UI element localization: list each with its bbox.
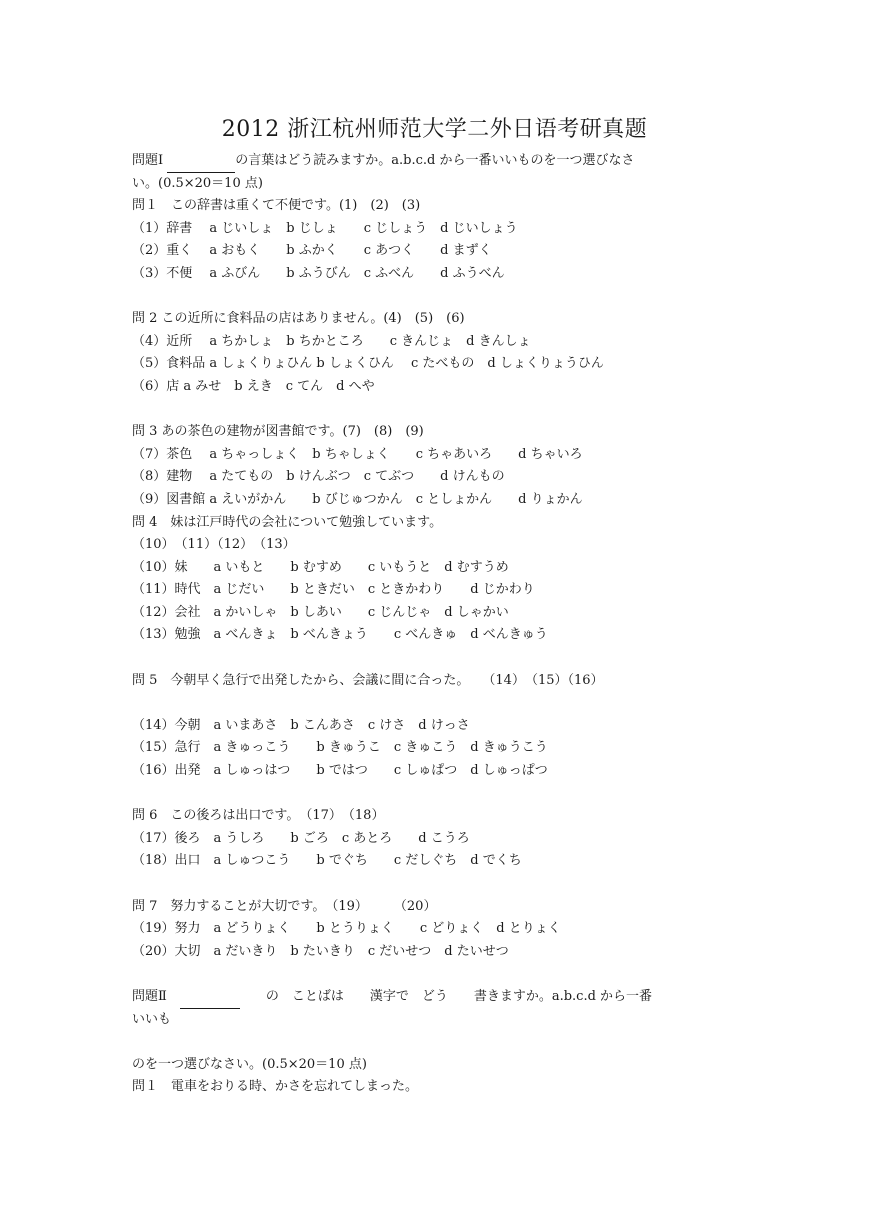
question-line: 問 5 今朝早く急行で出発したから、会議に間に合った。 （14） （15）（16） [132,672,604,688]
option-line: （18）出口 a しゅつこう b でぐち c だしぐち d でくち [132,853,522,869]
blank-line [132,692,652,715]
text-line: い。(0.5×20＝10 点) [132,175,263,191]
question-2-instruction: 問題Ⅱ の ことばは 漢字で どう 書きますか。a.b.c.d から一番 [132,986,652,1009]
blank-underline [180,992,240,1009]
blank-line [132,783,652,806]
question-line: 問 3 あの茶色の建物が図書館です。(7) (8) (9) [132,424,424,440]
option-line: （10）妹 a いもと b むすめ c いもうと d むすうめ [132,559,509,575]
question-line: 問 6 この後ろは出口です。 （17） （18） [132,808,385,824]
question-line: 問 7 努力することが大切です。 （19） （20） [132,898,437,914]
blank-line [132,399,652,422]
blank-line [132,1031,652,1054]
option-line: （2）重く a おもく b ふかく c あつく d まずく [132,243,492,259]
blank-line [132,647,652,670]
option-line: （17）後ろ a うしろ b ごろ c あとろ d こうろ [132,830,470,846]
option-line: （6）店 a みせ b えき c てん d へや [132,378,375,394]
page-title: 2012 浙江杭州师范大学二外日语考研真题 [221,117,648,142]
option-line: （12）会社 a かいしゃ b しあい c じんじゃ d しゃかい [132,604,509,620]
text-line: のを一つ選びなさい。(0.5×20＝10 点) [132,1056,367,1072]
question-line: 問 4 妹は江戸時代の会社について勉強しています。 [132,514,443,530]
section-1 [132,150,652,1099]
blank-line [132,873,652,896]
option-line: （5）食料品 a しょくりょひん b しょくひん c たべもの d しょくりょうひん [132,356,604,372]
option-line: （14）今朝 a いまあさ b こんあさ c けさ d けっさ [132,717,470,733]
option-line: （13）勉強 a べんきょ b べんきょう c べんきゅ d べんきゅう [132,627,548,643]
question-line: 問１ この辞書は重くて不便です。(1) (2) (3) [132,198,421,214]
option-line: （3）不便 a ふびん b ふうびん c ふべん d ふうべん [132,265,505,281]
blank-line [132,963,652,986]
question-line: 問１ 電車をおりる時、かさを忘れてしまった。 [132,1079,419,1095]
option-line: （20）大切 a だいきり b たいきり c だいせつ d たいせつ [132,943,509,959]
option-line: （7）茶色 a ちゃっしょく b ちゃしょく c ちゃあいろ d ちゃいろ [132,446,583,462]
option-line: （4）近所 a ちかしょ b ちかところ c きんじょ d きんしょ [132,333,531,349]
question-1-instruction: 問題Ⅰ の言葉はどう読みますか。a.b.c.d から一番いいものを一つ選びなさ [132,150,652,173]
text-line: いいも [132,1011,172,1027]
option-line: （9）図書館 a えいがかん b びじゅつかん c としょかん d りょかん [132,491,583,507]
blank-line [132,286,652,309]
option-line: （19）努力 a どうりょく b とうりょく c どりょく d とりょく [132,921,561,937]
option-line: （11）時代 a じだい b ときだい c ときかわり d じかわり [132,582,535,598]
question-numbers: （10） （11）（12） （13） [132,537,296,553]
question-line: 問 2 この近所に食料品の店はありません。(4) (5) (6) [132,311,465,327]
option-line: （8）建物 a たてもの b けんぶつ c てぶつ d けんもの [132,469,505,485]
option-line: （1）辞書 a じいしょ b じしょ c じしょう d じいしょう [132,220,518,236]
blank-underline [167,156,235,173]
option-line: （16）出発 a しゅっはつ b ではつ c しゅぱつ d しゅっぱつ [132,763,548,779]
option-line: （15）急行 a きゅっこう b きゅうこ c きゅこう d きゅうこう [132,740,548,756]
